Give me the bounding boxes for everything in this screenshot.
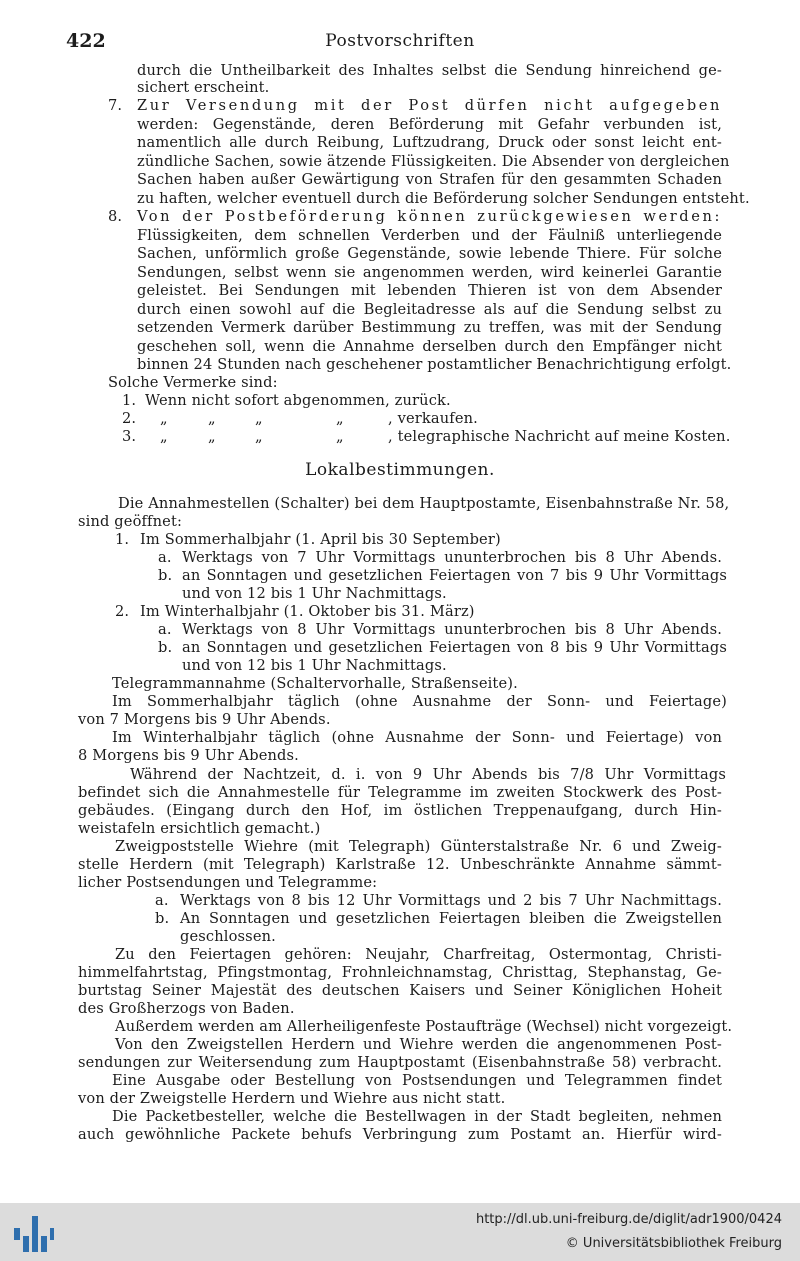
text-line: Von der Postbeförderung können zurückgewiesen werden: bbox=[137, 208, 722, 225]
list-item: an Sonntagen und gesetzlichen Feiertagen von 8 bis 9 Uhr Vormittags bbox=[182, 639, 727, 656]
text-line: gebäudes. (Eingang durch den Hof, im östlichen Treppenaufgang, durch Hin- bbox=[78, 802, 722, 819]
text-line: Im Sommerhalbjahr täglich (ohne Ausnahme der Sonn- und Feiertage) bbox=[112, 693, 727, 710]
text-line: 8 Morgens bis 9 Uhr Abends. bbox=[78, 747, 299, 764]
text-line: binnen 24 Stunden nach geschehener postamtlicher Benachrichtigung erfolgt. bbox=[137, 356, 732, 373]
text-line: Flüssigkeiten, dem schnellen Verderben und der Fäulniß unterliegende bbox=[137, 227, 722, 244]
list-number: 2. bbox=[122, 410, 137, 427]
list-number: 1. bbox=[115, 531, 130, 548]
list-item: geschlossen. bbox=[180, 928, 276, 945]
ditto-mark: „ bbox=[255, 410, 263, 427]
item-number: 7. bbox=[108, 97, 123, 114]
text-line: sendungen zur Weitersendung zum Hauptpostamt (Eisenbahnstraße 58) verbracht. bbox=[78, 1054, 722, 1071]
text-line: Telegrammannahme (Schaltervorhalle, Straßenseite). bbox=[112, 675, 518, 692]
ditto-mark: „ bbox=[336, 410, 344, 427]
list-letter: b. bbox=[158, 639, 173, 656]
page-header bbox=[0, 30, 800, 54]
text-line: Von den Zweigstellen Herdern und Wiehre werden die angenommenen Post- bbox=[115, 1036, 722, 1053]
text-line: Während der Nachtzeit, d. i. von 9 Uhr Abends bis 7/8 Uhr Vormittags bbox=[130, 766, 726, 783]
list-number: 1. bbox=[122, 392, 137, 409]
text-line: burtstag Seiner Majestät des deutschen Kaisers und Seiner Königlichen Hoheit bbox=[78, 982, 722, 999]
viewer-footer bbox=[0, 1203, 800, 1261]
list-item: Werktags von 7 Uhr Vormittags ununterbrochen bis 8 Uhr Abends. bbox=[182, 549, 722, 566]
text-line: Sendungen, selbst wenn sie angenommen werden, wird keinerlei Garantie bbox=[137, 264, 722, 281]
text-line: Solche Vermerke sind: bbox=[108, 374, 278, 391]
list-item: An Sonntagen und gesetzlichen Feiertagen bleiben die Zweigstellen bbox=[180, 910, 722, 927]
text-line: weistafeln ersichtlich gemacht.) bbox=[78, 820, 321, 837]
text-line: Zu den Feiertagen gehören: Neujahr, Charfreitag, Ostermontag, Christi- bbox=[115, 946, 722, 963]
text-line: Zur Versendung mit der Post dürfen nicht aufgegeben bbox=[137, 97, 722, 114]
permalink[interactable]: http://dl.ub.uni-freiburg.de/diglit/adr1900/0424 bbox=[475, 1212, 782, 1227]
list-letter: b. bbox=[158, 567, 173, 584]
section-title: Lokalbestimmungen. bbox=[305, 460, 495, 480]
text-line: himmelfahrtstag, Pfingstmontag, Frohnleichnamstag, Christtag, Stephanstag, Ge- bbox=[78, 964, 722, 981]
ditto-mark: „ bbox=[208, 428, 216, 445]
text-line: Die Annahmestellen (Schalter) bei dem Hauptpostamte, Eisenbahnstraße Nr. 58, bbox=[118, 495, 730, 512]
text-line: zu haften, welcher eventuell durch die Beförderung solcher Sendungen entsteht. bbox=[137, 190, 750, 207]
university-logo-icon bbox=[14, 1216, 54, 1252]
text-line: sichert erscheint. bbox=[137, 79, 270, 96]
copyright: © Universitätsbibliothek Freiburg bbox=[565, 1236, 782, 1251]
list-item: , telegraphische Nachricht auf meine Kosten. bbox=[388, 428, 731, 445]
list-number: 3. bbox=[122, 428, 137, 445]
text-line: geschehen soll, wenn die Annahme derselben durch den Empfänger nicht bbox=[137, 338, 722, 355]
text-line: Außerdem werden am Allerheiligenfeste Postaufträge (Wechsel) nicht vorgezeigt. bbox=[115, 1018, 733, 1035]
text-line: durch einen sowohl auf die Begleitadresse als auf die Sendung selbst zu bbox=[137, 301, 722, 318]
text-line: des Großherzogs von Baden. bbox=[78, 1000, 295, 1017]
item-number: 8. bbox=[108, 208, 123, 225]
ditto-mark: „ bbox=[160, 410, 168, 427]
text-line: Sachen, unförmlich große Gegenstände, sowie lebende Thiere. Für solche bbox=[137, 245, 722, 262]
list-item: Werktags von 8 Uhr Vormittags ununterbrochen bis 8 Uhr Abends. bbox=[182, 621, 722, 638]
text-line: von 7 Morgens bis 9 Uhr Abends. bbox=[78, 711, 331, 728]
list-item: Im Winterhalbjahr (1. Oktober bis 31. März) bbox=[140, 603, 475, 620]
list-item: und von 12 bis 1 Uhr Nachmittags. bbox=[182, 585, 447, 602]
ditto-mark: „ bbox=[255, 428, 263, 445]
text-line: durch die Untheilbarkeit des Inhaltes selbst die Sendung hinreichend ge- bbox=[137, 62, 722, 79]
page-number: 422 bbox=[66, 30, 106, 52]
list-letter: a. bbox=[158, 549, 172, 566]
list-letter: b. bbox=[155, 910, 170, 927]
text-line: Im Winterhalbjahr täglich (ohne Ausnahme der Sonn- und Feiertage) von bbox=[112, 729, 722, 746]
text-line: sind geöffnet: bbox=[78, 513, 183, 530]
list-item: Im Sommerhalbjahr (1. April bis 30 September) bbox=[140, 531, 501, 548]
text-line: geleistet. Bei Sendungen mit lebenden Thieren ist von dem Absender bbox=[137, 282, 722, 299]
text-line: namentlich alle durch Reibung, Luftzudrang, Druck oder sonst leicht ent- bbox=[137, 134, 722, 151]
ditto-mark: „ bbox=[336, 428, 344, 445]
text-line: Zweigpoststelle Wiehre (mit Telegraph) Günterstalstraße Nr. 6 und Zweig- bbox=[115, 838, 722, 855]
text-line: befindet sich die Annahmestelle für Telegramme im zweiten Stockwerk des Post- bbox=[78, 784, 722, 801]
text-line: stelle Herdern (mit Telegraph) Karlstraße 12. Unbeschränkte Annahme sämmt- bbox=[78, 856, 722, 873]
text-line: licher Postsendungen und Telegramme: bbox=[78, 874, 378, 891]
text-line: zündliche Sachen, sowie ätzende Flüssigkeiten. Die Absender von dergleichen bbox=[137, 153, 730, 170]
list-item: und von 12 bis 1 Uhr Nachmittags. bbox=[182, 657, 447, 674]
list-letter: a. bbox=[158, 621, 172, 638]
ditto-mark: „ bbox=[208, 410, 216, 427]
list-item: Werktags von 8 bis 12 Uhr Vormittags und 2 bis 7 Uhr Nachmittags. bbox=[180, 892, 722, 909]
ditto-mark: „ bbox=[160, 428, 168, 445]
running-title: Postvorschriften bbox=[325, 31, 475, 51]
text-line: werden: Gegenstände, deren Beförderung mit Gefahr verbunden ist, bbox=[137, 116, 722, 133]
list-item: , verkaufen. bbox=[388, 410, 478, 427]
list-letter: a. bbox=[155, 892, 169, 909]
list-number: 2. bbox=[115, 603, 130, 620]
text-line: auch gewöhnliche Packete behufs Verbringung zum Postamt an. Hierfür wird- bbox=[78, 1126, 722, 1143]
text-line: setzenden Vermerk darüber Bestimmung zu treffen, was mit der Sendung bbox=[137, 319, 722, 336]
text-line: von der Zweigstelle Herdern und Wiehre aus nicht statt. bbox=[78, 1090, 506, 1107]
text-line: Die Packetbesteller, welche die Bestellwagen in der Stadt begleiten, nehmen bbox=[112, 1108, 722, 1125]
text-line: Eine Ausgabe oder Bestellung von Postsendungen und Telegrammen findet bbox=[112, 1072, 722, 1089]
text-line: Sachen haben außer Gewärtigung von Strafen für den gesammten Schaden bbox=[137, 171, 722, 188]
list-item: an Sonntagen und gesetzlichen Feiertagen von 7 bis 9 Uhr Vormittags bbox=[182, 567, 727, 584]
list-item: Wenn nicht sofort abgenommen, zurück. bbox=[145, 392, 451, 409]
